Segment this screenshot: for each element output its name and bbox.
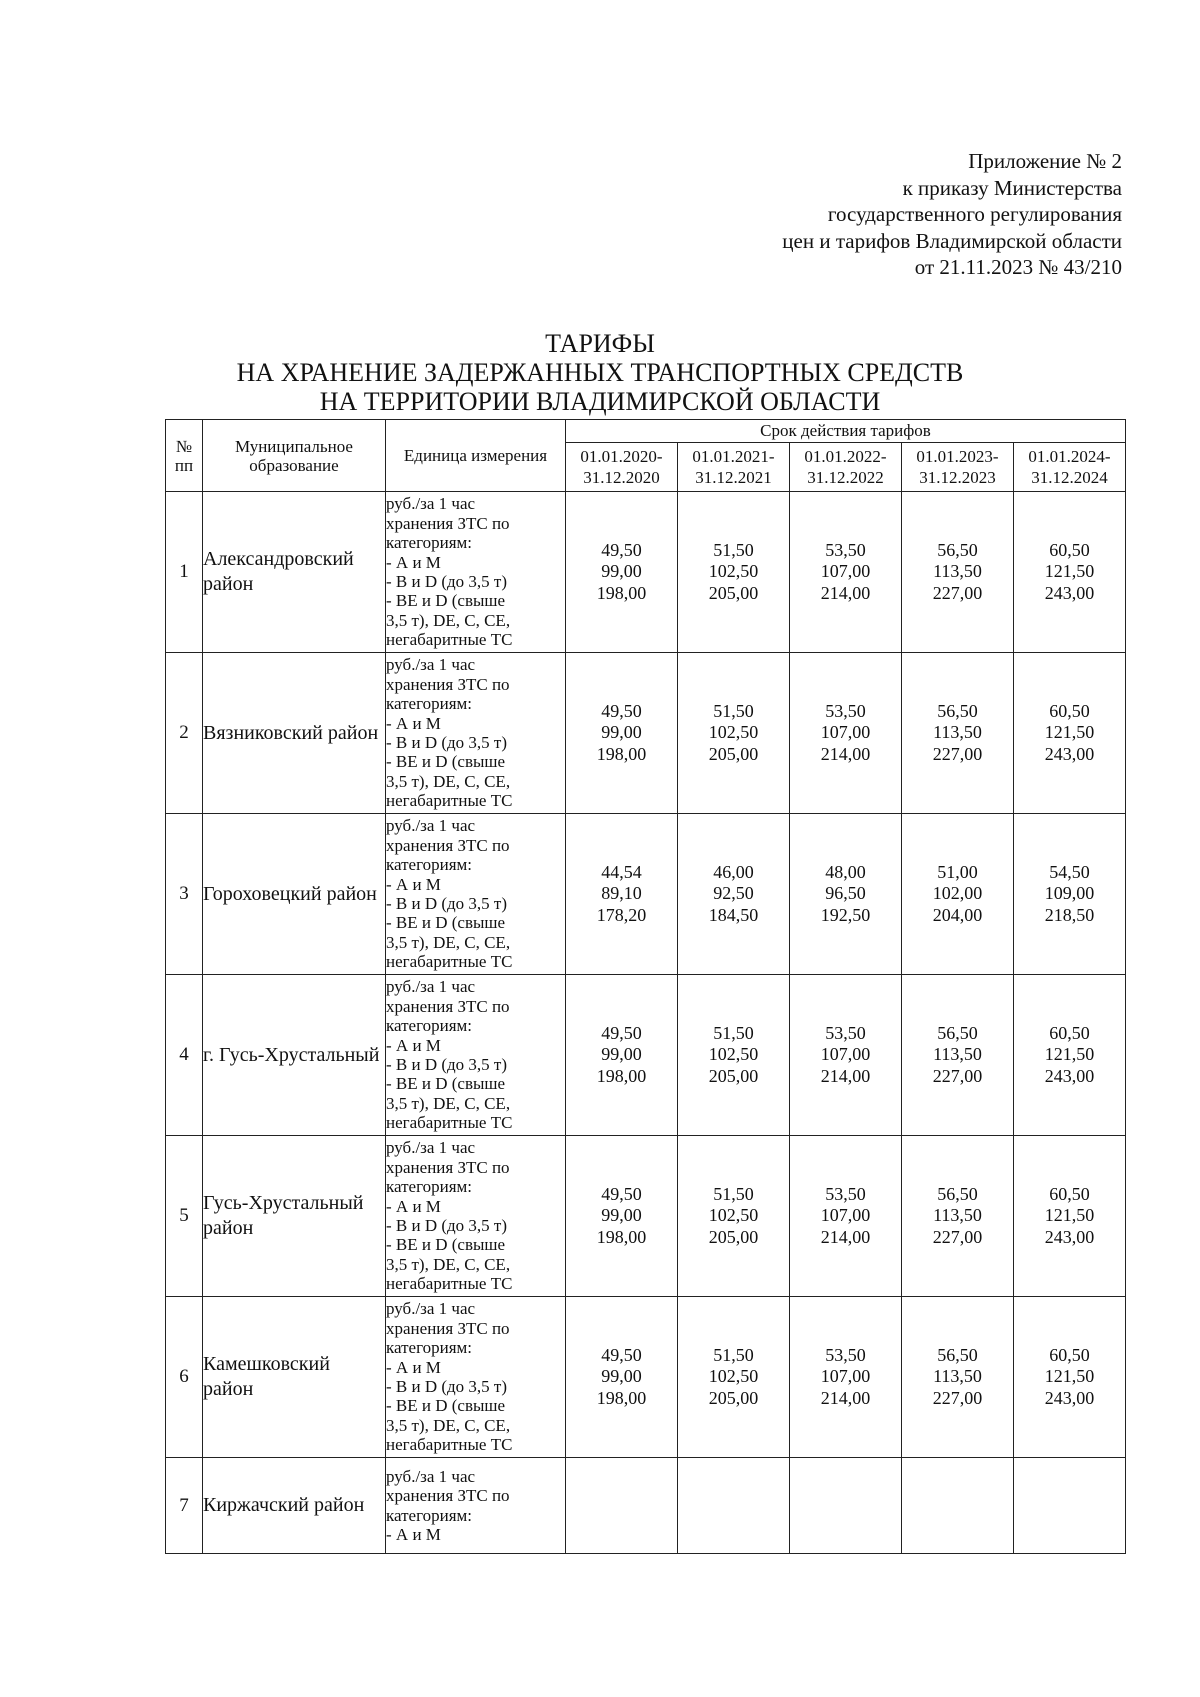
tariff-b-d: 107,00 (820, 1366, 871, 1387)
unit-line: - А и М (386, 552, 441, 572)
tariff-cell-2 (678, 1136, 790, 1297)
tariff-cell-3 (790, 814, 902, 975)
tariff-cell-5 (1014, 1458, 1126, 1554)
tariff-b-d: 99,00 (601, 1044, 642, 1065)
tariff-cell-4 (902, 975, 1014, 1136)
tariff-be-d: 243,00 (1044, 743, 1095, 764)
unit-line: негабаритные ТС (386, 952, 513, 972)
unit-line: - В и D (до 3,5 т) (386, 1216, 508, 1235)
tariff-b-d: 113,50 (933, 561, 982, 582)
tariff-b-d: 102,50 (708, 1044, 759, 1065)
unit-line: - ВЕ и D (свыше (386, 1235, 506, 1255)
unit-line: - В и D (до 3,5 т) (386, 1377, 508, 1396)
tariff-a-m: 51,50 (713, 700, 754, 721)
tariff-be-d: 198,00 (596, 1387, 647, 1408)
tariff-be-d: 243,00 (1044, 582, 1095, 603)
table-row (166, 1136, 1126, 1297)
unit-line: негабаритные ТС (386, 791, 513, 811)
tariff-be-d: 243,00 (1044, 1387, 1095, 1408)
tariff-cell-3 (790, 975, 902, 1136)
tariff-b-d: 102,50 (708, 1366, 759, 1387)
unit-line: хранения ЗТС по (386, 835, 510, 855)
tariff-cell-2 (678, 1458, 790, 1554)
tariffs-table (165, 419, 1126, 1554)
header-period-2020: 01.01.2020-31.12.2020 (566, 443, 678, 492)
table-row (166, 1297, 1126, 1458)
table-row (166, 814, 1126, 975)
tariff-a-m: 49,50 (601, 1022, 642, 1043)
tariff-b-d: 107,00 (820, 1044, 871, 1065)
unit-line: категориям: (386, 855, 473, 875)
tariff-be-d: 218,50 (1044, 904, 1095, 925)
municipality-name: Киржачский район (203, 1458, 386, 1554)
tariff-a-m: 56,50 (937, 1183, 978, 1204)
unit-line: - В и D (до 3,5 т) (386, 733, 508, 752)
header-period-2021: 01.01.2021-31.12.2021 (678, 443, 790, 492)
table-row (166, 1458, 1126, 1554)
header-validity: Срок действия тарифов (566, 420, 1126, 443)
unit-line: категориям: (386, 1177, 473, 1197)
tariff-be-d: 198,00 (596, 582, 647, 603)
tariff-a-m: 60,50 (1049, 539, 1090, 560)
tariff-be-d: 214,00 (820, 582, 871, 603)
unit-line: категориям: (386, 533, 473, 553)
row-number: 1 (166, 492, 203, 653)
tariff-cell-4 (902, 492, 1014, 653)
tariff-b-d: 102,00 (932, 883, 983, 904)
tariff-be-d: 205,00 (708, 1387, 759, 1408)
tariff-be-d: 205,00 (708, 1226, 759, 1247)
tariff-cell-1 (566, 492, 678, 653)
tariff-be-d: 243,00 (1044, 1226, 1095, 1247)
header-unit: Единица измерения (386, 420, 566, 492)
municipality-name: Камешковский район (203, 1297, 386, 1458)
unit-line: - А и М (386, 1357, 441, 1377)
tariff-cell-1 (566, 975, 678, 1136)
tariff-b-d: 102,50 (708, 561, 759, 582)
tariff-be-d: 227,00 (932, 1387, 983, 1408)
tariff-a-m: 49,50 (601, 1344, 642, 1365)
tariff-cell-5 (1014, 1136, 1126, 1297)
tariff-b-d: 102,50 (708, 1205, 759, 1226)
tariff-a-m: 53,50 (825, 1344, 866, 1365)
tariff-cell-2 (678, 814, 790, 975)
unit-line: - А и М (386, 1524, 441, 1544)
tariff-a-m: 56,50 (937, 1344, 978, 1365)
tariff-b-d: 107,00 (820, 1205, 871, 1226)
table-row (166, 975, 1126, 1136)
tariff-cell-5 (1014, 492, 1126, 653)
row-number: 7 (166, 1458, 203, 1554)
unit-line: - А и М (386, 1196, 441, 1216)
municipality-name: Гороховецкий район (203, 814, 386, 975)
header-period-2022: 01.01.2022-31.12.2022 (790, 443, 902, 492)
tariff-b-d: 113,50 (933, 722, 982, 743)
tariff-b-d: 107,00 (820, 722, 871, 743)
tariff-b-d: 121,50 (1044, 561, 1095, 582)
unit-line: руб./за 1 час (386, 1466, 476, 1486)
tariff-a-m: 51,50 (713, 1022, 754, 1043)
unit-line: - А и М (386, 1035, 441, 1055)
unit-line: - ВЕ и D (свыше (386, 591, 506, 611)
unit-description (386, 814, 566, 975)
unit-line: хранения ЗТС по (386, 674, 510, 694)
tariff-cell-3 (790, 1458, 902, 1554)
row-number: 3 (166, 814, 203, 975)
unit-description (386, 975, 566, 1136)
unit-line: руб./за 1 час (386, 1299, 476, 1319)
tariff-b-d: 113,50 (933, 1366, 982, 1387)
appendix-line-3: государственного регулирования (827, 202, 1122, 226)
unit-line: хранения ЗТС по (386, 1318, 510, 1338)
tariff-a-m: 53,50 (825, 1022, 866, 1043)
tariff-be-d: 198,00 (596, 1065, 647, 1086)
tariff-be-d: 214,00 (820, 743, 871, 764)
unit-line: - ВЕ и D (свыше (386, 752, 506, 772)
tariff-be-d: 227,00 (932, 743, 983, 764)
tariff-b-d: 113,50 (933, 1205, 982, 1226)
row-number: 2 (166, 653, 203, 814)
tariff-cell-2 (678, 1297, 790, 1458)
tariff-be-d: 198,00 (596, 743, 647, 764)
tariff-b-d: 109,00 (1044, 883, 1095, 904)
header-num: № пп (166, 420, 203, 492)
unit-line: руб./за 1 час (386, 494, 476, 514)
table-row (166, 492, 1126, 653)
unit-line: - ВЕ и D (свыше (386, 1396, 506, 1416)
header-municipality: Муниципальное образование (203, 420, 386, 492)
tariff-cell-4 (902, 814, 1014, 975)
tariff-cell-3 (790, 492, 902, 653)
tariff-a-m: 54,50 (1049, 861, 1090, 882)
unit-line: руб./за 1 час (386, 655, 476, 675)
tariff-b-d: 99,00 (601, 1366, 642, 1387)
unit-line: - ВЕ и D (свыше (386, 913, 506, 933)
tariff-a-m: 44,54 (601, 861, 642, 882)
tariff-a-m: 46,00 (713, 861, 754, 882)
tariff-b-d: 99,00 (601, 561, 642, 582)
tariff-b-d: 99,00 (601, 1205, 642, 1226)
tariff-cell-3 (790, 653, 902, 814)
row-number: 6 (166, 1297, 203, 1458)
unit-line: негабаритные ТС (386, 1113, 513, 1133)
title-line-1: ТАРИФЫ (545, 329, 655, 358)
table-header (166, 420, 1126, 492)
appendix-line-2: к приказу Министерства (902, 175, 1122, 200)
unit-line: - В и D (до 3,5 т) (386, 1055, 508, 1074)
appendix-line-1: Приложение № 2 (968, 149, 1122, 173)
tariff-cell-3 (790, 1297, 902, 1458)
tariff-b-d: 121,50 (1044, 1366, 1095, 1387)
tariff-be-d: 192,50 (820, 904, 871, 925)
tariff-a-m: 60,50 (1049, 1183, 1090, 1204)
tariff-a-m: 56,50 (937, 539, 978, 560)
municipality-name: г. Гусь-Хрустальный (203, 975, 386, 1136)
row-number: 4 (166, 975, 203, 1136)
tariff-be-d: 198,00 (596, 1226, 647, 1247)
tariff-a-m: 60,50 (1049, 1344, 1090, 1365)
unit-line: негабаритные ТС (386, 1435, 513, 1455)
tariff-a-m: 49,50 (601, 1183, 642, 1204)
tariff-a-m: 49,50 (601, 539, 642, 560)
tariff-be-d: 205,00 (708, 743, 759, 764)
tariff-b-d: 102,50 (708, 722, 759, 743)
tariff-a-m: 56,50 (937, 700, 978, 721)
tariff-be-d: 214,00 (820, 1065, 871, 1086)
tariff-be-d: 204,00 (932, 904, 983, 925)
tariff-be-d: 178,20 (596, 904, 647, 925)
tariff-be-d: 205,00 (708, 582, 759, 603)
municipality-name: Гусь-Хрустальный район (203, 1136, 386, 1297)
tariff-cell-2 (678, 492, 790, 653)
unit-line: 3,5 т), DE, C, CE, (386, 932, 511, 952)
tariff-b-d: 96,50 (825, 883, 866, 904)
title-line-2: НА ХРАНЕНИЕ ЗАДЕРЖАННЫХ ТРАНСПОРТНЫХ СРЕДСТВ (236, 358, 964, 387)
tariff-cell-1 (566, 653, 678, 814)
unit-line: негабаритные ТС (386, 1274, 513, 1294)
row-number: 5 (166, 1136, 203, 1297)
tariff-be-d: 227,00 (932, 1226, 983, 1247)
unit-line: руб./за 1 час (386, 1138, 476, 1158)
tariff-a-m: 51,50 (713, 1344, 754, 1365)
title-line-3: НА ТЕРРИТОРИИ ВЛАДИМИРСКОЙ ОБЛАСТИ (319, 387, 881, 416)
tariff-b-d: 92,50 (713, 883, 754, 904)
unit-description (386, 1136, 566, 1297)
tariff-be-d: 227,00 (932, 582, 983, 603)
tariff-b-d: 99,00 (601, 722, 642, 743)
unit-line: - В и D (до 3,5 т) (386, 894, 508, 913)
unit-line: категориям: (386, 1016, 473, 1036)
tariff-cell-5 (1014, 1297, 1126, 1458)
appendix-block (782, 148, 1122, 281)
unit-line: 3,5 т), DE, C, CE, (386, 1093, 511, 1113)
unit-line: 3,5 т), DE, C, CE, (386, 610, 511, 630)
municipality-name: Вязниковский район (203, 653, 386, 814)
tariff-cell-5 (1014, 653, 1126, 814)
tariff-b-d: 121,50 (1044, 1044, 1095, 1065)
tariff-b-d: 121,50 (1044, 722, 1095, 743)
tariff-cell-4 (902, 1458, 1014, 1554)
tariff-cell-2 (678, 975, 790, 1136)
tariff-cell-1 (566, 814, 678, 975)
unit-description (386, 492, 566, 653)
tariff-a-m: 56,50 (937, 1022, 978, 1043)
unit-line: категориям: (386, 694, 473, 714)
tariff-a-m: 60,50 (1049, 700, 1090, 721)
header-period-2024: 01.01.2024-31.12.2024 (1014, 443, 1126, 492)
unit-line: хранения ЗТС по (386, 996, 510, 1016)
tariff-cell-1 (566, 1297, 678, 1458)
tariff-a-m: 53,50 (825, 700, 866, 721)
tariff-b-d: 121,50 (1044, 1205, 1095, 1226)
unit-description (386, 653, 566, 814)
tariff-cell-4 (902, 653, 1014, 814)
tariff-cell-1 (566, 1458, 678, 1554)
unit-line: руб./за 1 час (386, 977, 476, 997)
tariff-a-m: 60,50 (1049, 1022, 1090, 1043)
tariff-a-m: 49,50 (601, 700, 642, 721)
unit-line: 3,5 т), DE, C, CE, (386, 1254, 511, 1274)
tariff-be-d: 214,00 (820, 1387, 871, 1408)
tariff-cell-1 (566, 1136, 678, 1297)
tariff-cell-4 (902, 1297, 1014, 1458)
document-title (0, 329, 1200, 416)
tariff-be-d: 214,00 (820, 1226, 871, 1247)
table-body (166, 492, 1126, 1554)
tariff-cell-5 (1014, 814, 1126, 975)
unit-line: - А и М (386, 713, 441, 733)
header-period-2023: 01.01.2023-31.12.2023 (902, 443, 1014, 492)
unit-line: 3,5 т), DE, C, CE, (386, 1415, 511, 1435)
unit-description (386, 1297, 566, 1458)
unit-line: - В и D (до 3,5 т) (386, 572, 508, 591)
tariff-b-d: 89,10 (601, 883, 642, 904)
tariff-cell-3 (790, 1136, 902, 1297)
unit-line: руб./за 1 час (386, 816, 476, 836)
tariff-a-m: 53,50 (825, 539, 866, 560)
unit-line: категориям: (386, 1505, 473, 1525)
unit-line: 3,5 т), DE, C, CE, (386, 771, 511, 791)
unit-description (386, 1458, 566, 1554)
unit-line: хранения ЗТС по (386, 1157, 510, 1177)
appendix-line-4: цен и тарифов Владимирской области (782, 228, 1122, 253)
tariff-cell-2 (678, 653, 790, 814)
unit-line: - ВЕ и D (свыше (386, 1074, 506, 1094)
appendix-line-5: от 21.11.2023 № 43/210 (914, 255, 1122, 279)
tariff-b-d: 113,50 (933, 1044, 982, 1065)
unit-line: хранения ЗТС по (386, 1486, 510, 1506)
tariff-cell-4 (902, 1136, 1014, 1297)
tariff-b-d: 107,00 (820, 561, 871, 582)
tariff-a-m: 51,50 (713, 539, 754, 560)
tariff-be-d: 227,00 (932, 1065, 983, 1086)
unit-line: категориям: (386, 1338, 473, 1358)
tariff-be-d: 243,00 (1044, 1065, 1095, 1086)
tariff-a-m: 51,50 (713, 1183, 754, 1204)
unit-line: негабаритные ТС (386, 630, 513, 650)
tariff-be-d: 205,00 (708, 1065, 759, 1086)
table-row (166, 653, 1126, 814)
tariff-a-m: 53,50 (825, 1183, 866, 1204)
tariff-cell-5 (1014, 975, 1126, 1136)
municipality-name: Александровский район (203, 492, 386, 653)
tariff-a-m: 48,00 (825, 861, 866, 882)
unit-line: хранения ЗТС по (386, 513, 510, 533)
tariff-be-d: 184,50 (708, 904, 759, 925)
tariff-a-m: 51,00 (937, 861, 978, 882)
unit-line: - А и М (386, 874, 441, 894)
